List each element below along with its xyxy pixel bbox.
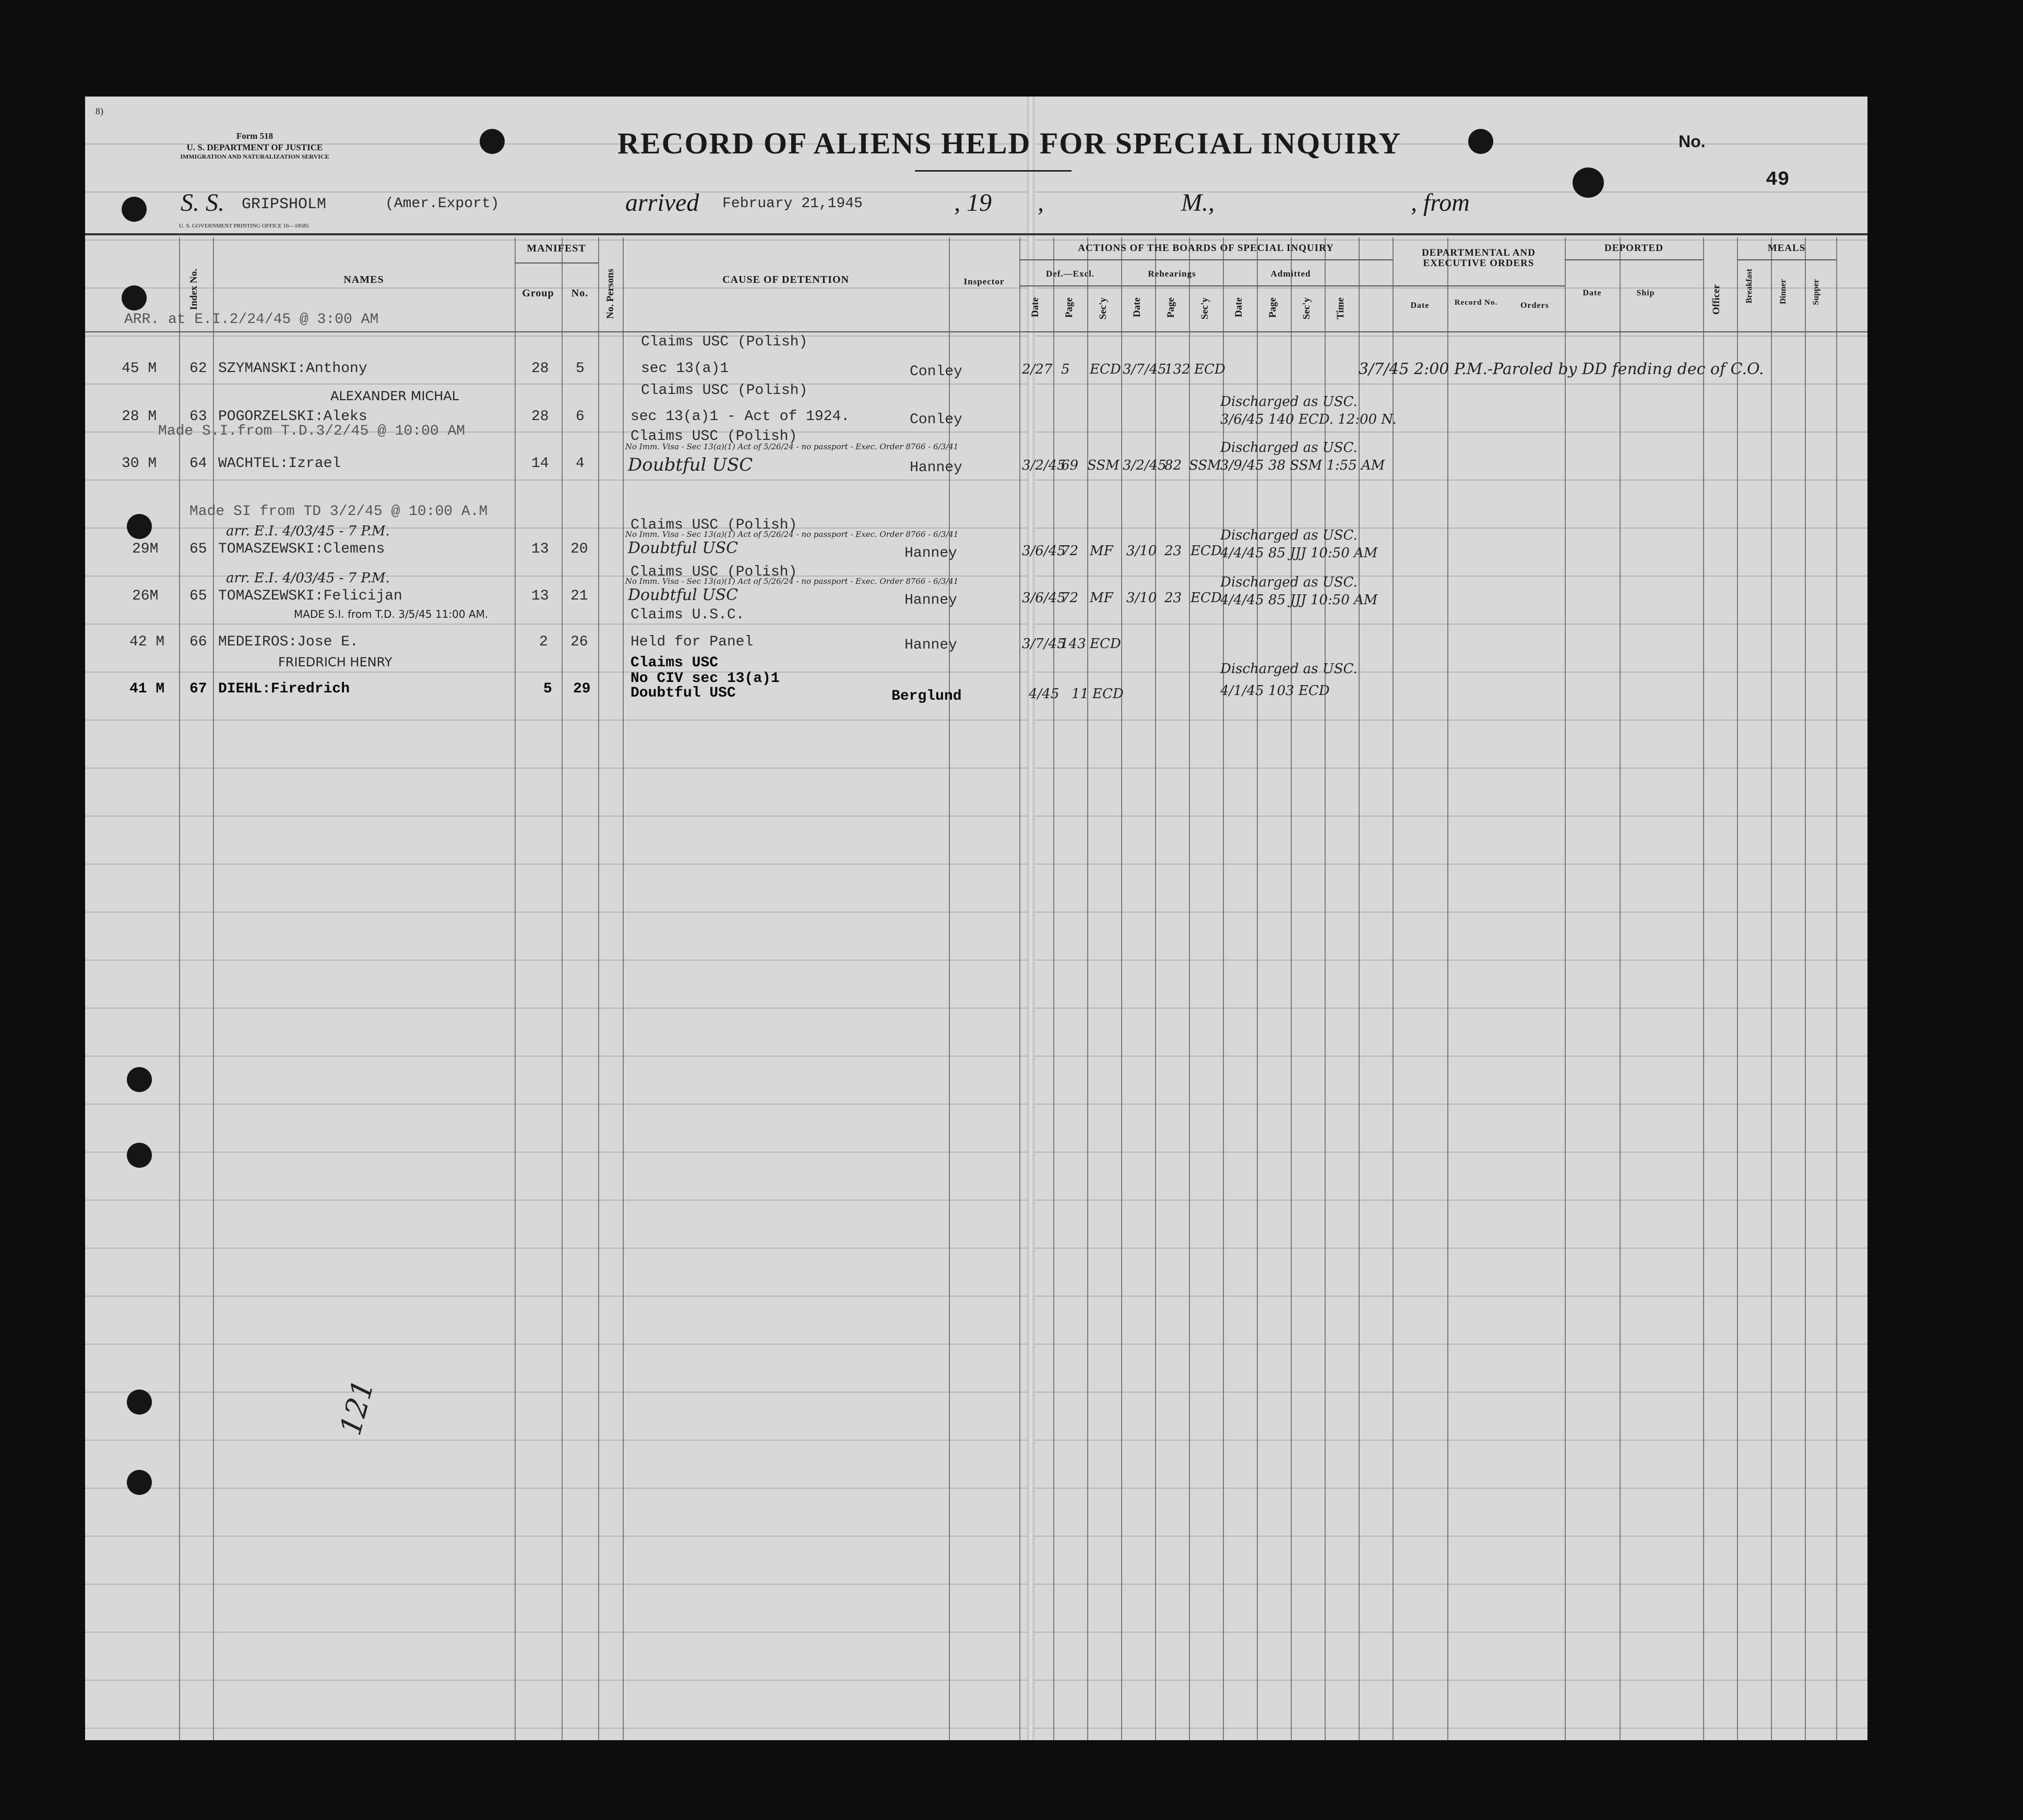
admitted-note: Discharged as USC. [1220,528,1358,543]
comma: , [1038,189,1044,217]
reh-secy: ECD [1191,543,1222,559]
adm-time-header: Time [1335,297,1346,319]
no-label: No. [1679,132,1706,151]
deported-header: DEPORTED [1604,243,1663,254]
manifest-group: 28 [531,409,549,425]
m-label: M., [1181,189,1215,217]
cause-header: CAUSE OF DETENTION [722,274,849,285]
margin-mark: 121 [334,1376,381,1439]
names-header: NAMES [343,274,384,285]
index-no: 65 [189,541,207,557]
alien-name: SZYMANSKI:Anthony [218,361,367,377]
def-page: 11 [1072,686,1089,702]
def-secy: ECD [1090,362,1121,377]
reh-page: 82 [1164,458,1182,473]
manifest-header: MANIFEST [527,243,586,254]
def-date: 3/2/45 [1022,458,1066,473]
adm-secy-header: Sec'y [1301,297,1312,320]
binder-hole [127,514,152,539]
manifest-no-header: No. [571,288,589,299]
cause-line: No CIV sec 13(a)1 [630,670,780,687]
shipping-line: (Amer.Export) [385,196,499,212]
no-persons-header: No. Persons [605,269,616,319]
manifest-group: 28 [531,361,549,377]
admitted-entry: 4/4/45 85 JJJ 10:50 AM [1220,592,1378,608]
made-si-note: Made SI from TD 3/2/45 @ 10:00 A.M [189,504,488,520]
reh-date: 3/7/45 [1123,362,1167,377]
inspector-name: Hanney [905,592,957,608]
def-secy: MF [1090,590,1113,606]
def-excl-header: Def.—Excl. [1045,269,1095,279]
admitted-note: Discharged as USC. [1220,394,1358,410]
index-no: 65 [189,588,207,604]
breakfast-header: Breakfast [1745,269,1754,304]
cause-line: Claims USC (Polish) [641,382,808,399]
def-page: 72 [1061,590,1079,606]
def-date-header: Date [1030,297,1041,317]
admitted-note: Discharged as USC. [1220,440,1358,456]
index-no: 63 [189,409,207,425]
dep-date-header: Date [1582,289,1602,297]
alien-name: MEDEIROS:Jose E. [218,634,359,650]
index-no: 64 [189,456,207,472]
reh-date-header: Date [1132,297,1143,317]
binder-hole [127,1390,152,1415]
reh-date: 3/10 [1126,590,1157,606]
index-no: 66 [189,634,207,650]
def-date: 4/45 [1029,686,1060,702]
alien-name: TOMASZEWSKI:Felicijan [218,588,402,604]
inspector-name: Hanney [905,545,957,561]
cause-line: Claims USC (Polish) [630,517,798,533]
reh-date: 3/10 [1126,543,1157,559]
alien-name: DIEHL:Firedrich [218,681,350,697]
reh-secy: SSM [1189,458,1221,473]
group-header: Group [522,288,554,299]
def-page: 69 [1061,458,1079,473]
ink-blot [1573,167,1604,198]
inspector-name: Conley [910,412,962,428]
binder-hole [122,285,147,310]
made-si-hand-note: MADE S.I. from T.D. 3/5/45 11:00 AM. [294,608,489,620]
cause-note: No Imm. Visa - Sec 13(a)(1) Act of 5/26/24 - no passport - Exec. Order 8766 - 6/3/41 [625,530,959,539]
cause-note: No Imm. Visa - Sec 13(a)(1) Act of 5/26/24 - no passport - Exec. Order 8766 - 6/3/41 [625,442,959,451]
manifest-group: 2 [539,634,548,650]
boards-header: ACTIONS OF THE BOARDS OF SPECIAL INQUIRY [1078,243,1334,254]
arrival-note: ARR. at E.I.2/24/45 @ 3:00 AM [124,312,379,328]
index-no: 67 [189,681,207,697]
ss-label: S. S. [181,189,224,217]
def-date: 3/7/45 [1022,636,1066,652]
name-correction: ALEXANDER MICHAL [330,389,459,403]
reh-secy-header: Sec'y [1199,297,1210,320]
cause-line: Claims U.S.C. [630,607,745,623]
age-sex: 42 M [129,634,165,650]
admitted-entry: 3/9/45 38 SSM 1:55 AM [1220,458,1385,473]
def-secy: ECD [1090,636,1121,652]
ship-header: Ship [1636,289,1655,297]
ship-name: GRIPSHOLM [242,196,327,213]
reh-page: 23 [1164,543,1182,559]
cause-line: Claims USC (Polish) [630,564,798,580]
def-date: 2/27 [1022,362,1053,377]
department: U. S. DEPARTMENT OF JUSTICE [186,142,323,152]
year-label: , 19 [954,189,992,217]
binder-hole [127,1470,152,1495]
alien-name: WACHTEL:Izrael [218,456,341,472]
manifest-group: 13 [531,588,549,604]
manifest-no: 21 [570,588,588,604]
title-underline [915,170,1072,172]
inspector-name: Berglund [891,688,962,704]
def-page: 5 [1061,362,1070,377]
binder-hole [127,1067,152,1092]
binder-hole [1468,129,1493,154]
reh-secy: ECD [1194,362,1225,377]
form-number: Form 518 [236,131,273,141]
admitted-header: Admitted [1270,269,1311,279]
marginal-note: 8) [96,106,103,116]
admitted-entry: 4/1/45 103 ECD [1220,683,1330,699]
binder-hole [122,197,147,222]
age-sex: 45 M [122,361,157,377]
reh-page: 23 [1164,590,1182,606]
cause-line: Claims USC [630,655,719,671]
def-secy: ECD [1092,686,1124,702]
binder-hole [480,129,505,154]
cause-line: sec 13(a)1 - Act of 1924. [630,409,850,425]
dept-date-header: Date [1410,301,1430,310]
age-sex: 41 M [129,681,165,697]
from-label: , from [1411,189,1470,217]
service: IMMIGRATION AND NATURALIZATION SERVICE [180,153,329,160]
manifest-no: 5 [576,361,585,377]
admitted-entry: 3/6/45 140 ECD. 12:00 N. [1220,412,1397,427]
cause-line: Doubtful USC [628,586,739,604]
arrival-hand-note: arr. E.I. 4/03/45 - 7 P.M. [226,570,390,586]
page-fold [1027,97,1034,1740]
name-correction: FRIEDRICH HENRY [278,655,392,669]
admitted-note: Discharged as USC. [1220,661,1358,677]
inspector-header: Inspector [963,277,1005,286]
header-rule [85,233,1867,235]
manifest-group: 13 [531,541,549,557]
record-sheet [85,97,1867,1740]
cause-line: Claims USC (Polish) [641,334,808,350]
admitted-entry: 4/4/45 85 JJJ 10:50 AM [1220,545,1378,561]
inspector-name: Conley [910,364,962,380]
cause-line: Doubtful USC [630,685,736,701]
printing-office: U. S. GOVERNMENT PRINTING OFFICE 16—18585 [179,223,309,229]
adm-date-header: Date [1233,297,1244,317]
manifest-no: 4 [576,456,585,472]
manifest-group: 14 [531,456,549,472]
age-sex: 28 M [122,409,157,425]
def-page: 72 [1061,543,1079,559]
def-page: 143 [1060,636,1086,652]
reh-date: 3/2/45 [1123,458,1167,473]
manifest-no: 26 [570,634,588,650]
cause-line: Doubtful USC [628,539,739,557]
header-bottom-rule [85,331,1867,332]
manifest-no: 29 [573,681,591,697]
alien-name: TOMASZEWSKI:Clemens [218,541,385,557]
cause-line: Claims USC (Polish) [630,428,798,445]
dinner-header: Dinner [1779,279,1788,304]
age-sex: 26M [132,588,159,604]
cause-note: No Imm. Visa - Sec 13(a)(1) Act of 5/26/24 - no passport - Exec. Order 8766 - 6/3/41 [625,577,959,586]
cause-line: Doubtful USC [628,454,753,475]
page-number: 49 [1766,169,1790,191]
binder-hole [127,1143,152,1168]
arrival-hand-note: arr. E.I. 4/03/45 - 7 P.M. [226,523,390,539]
record-no-header: Record No. [1454,298,1498,307]
inspector-name: Hanney [905,637,957,653]
reh-page: 132 [1164,362,1191,377]
supper-header: Supper [1812,279,1820,305]
made-si-note: Made S.I.from T.D.3/2/45 @ 10:00 AM [158,423,466,439]
admitted-note: Discharged as USC. [1220,574,1358,590]
def-secy: MF [1090,543,1113,559]
def-date: 3/6/45 [1022,590,1066,606]
manifest-no: 6 [576,409,585,425]
officer-header: Officer [1711,284,1722,315]
page-title: RECORD OF ALIENS HELD FOR SPECIAL INQUIRY [617,126,1402,160]
def-page-header: Page [1064,297,1075,318]
executive-order: 3/7/45 2:00 P.M.-Paroled by DD fending dec of C.O. [1359,360,1764,378]
manifest-group: 5 [543,681,552,697]
def-date: 3/6/45 [1022,543,1066,559]
def-secy-header: Sec'y [1098,297,1109,320]
adm-page-header: Page [1267,297,1278,318]
arrived-label: arrived [625,189,699,217]
index-no: 62 [189,361,207,377]
orders-header: Orders [1520,301,1549,310]
index-no-header: Index No. [188,269,199,310]
reh-secy: ECD [1191,590,1222,606]
dept-exec-header: DEPARTMENTAL AND EXECUTIVE ORDERS [1422,247,1536,269]
rehearings-header: Rehearings [1148,269,1196,279]
reh-page-header: Page [1165,297,1176,318]
inspector-name: Hanney [910,460,962,476]
cause-line: Held for Panel [630,634,754,650]
age-sex: 30 M [122,456,157,472]
manifest-no: 20 [570,541,588,557]
def-secy: SSM [1087,458,1120,473]
alien-name: POGORZELSKI:Aleks [218,409,367,425]
cause-line: sec 13(a)1 [641,361,729,377]
age-sex: 29M [132,541,159,557]
arrival-date: February 21,1945 [722,196,863,212]
meals-header: MEALS [1767,243,1806,254]
